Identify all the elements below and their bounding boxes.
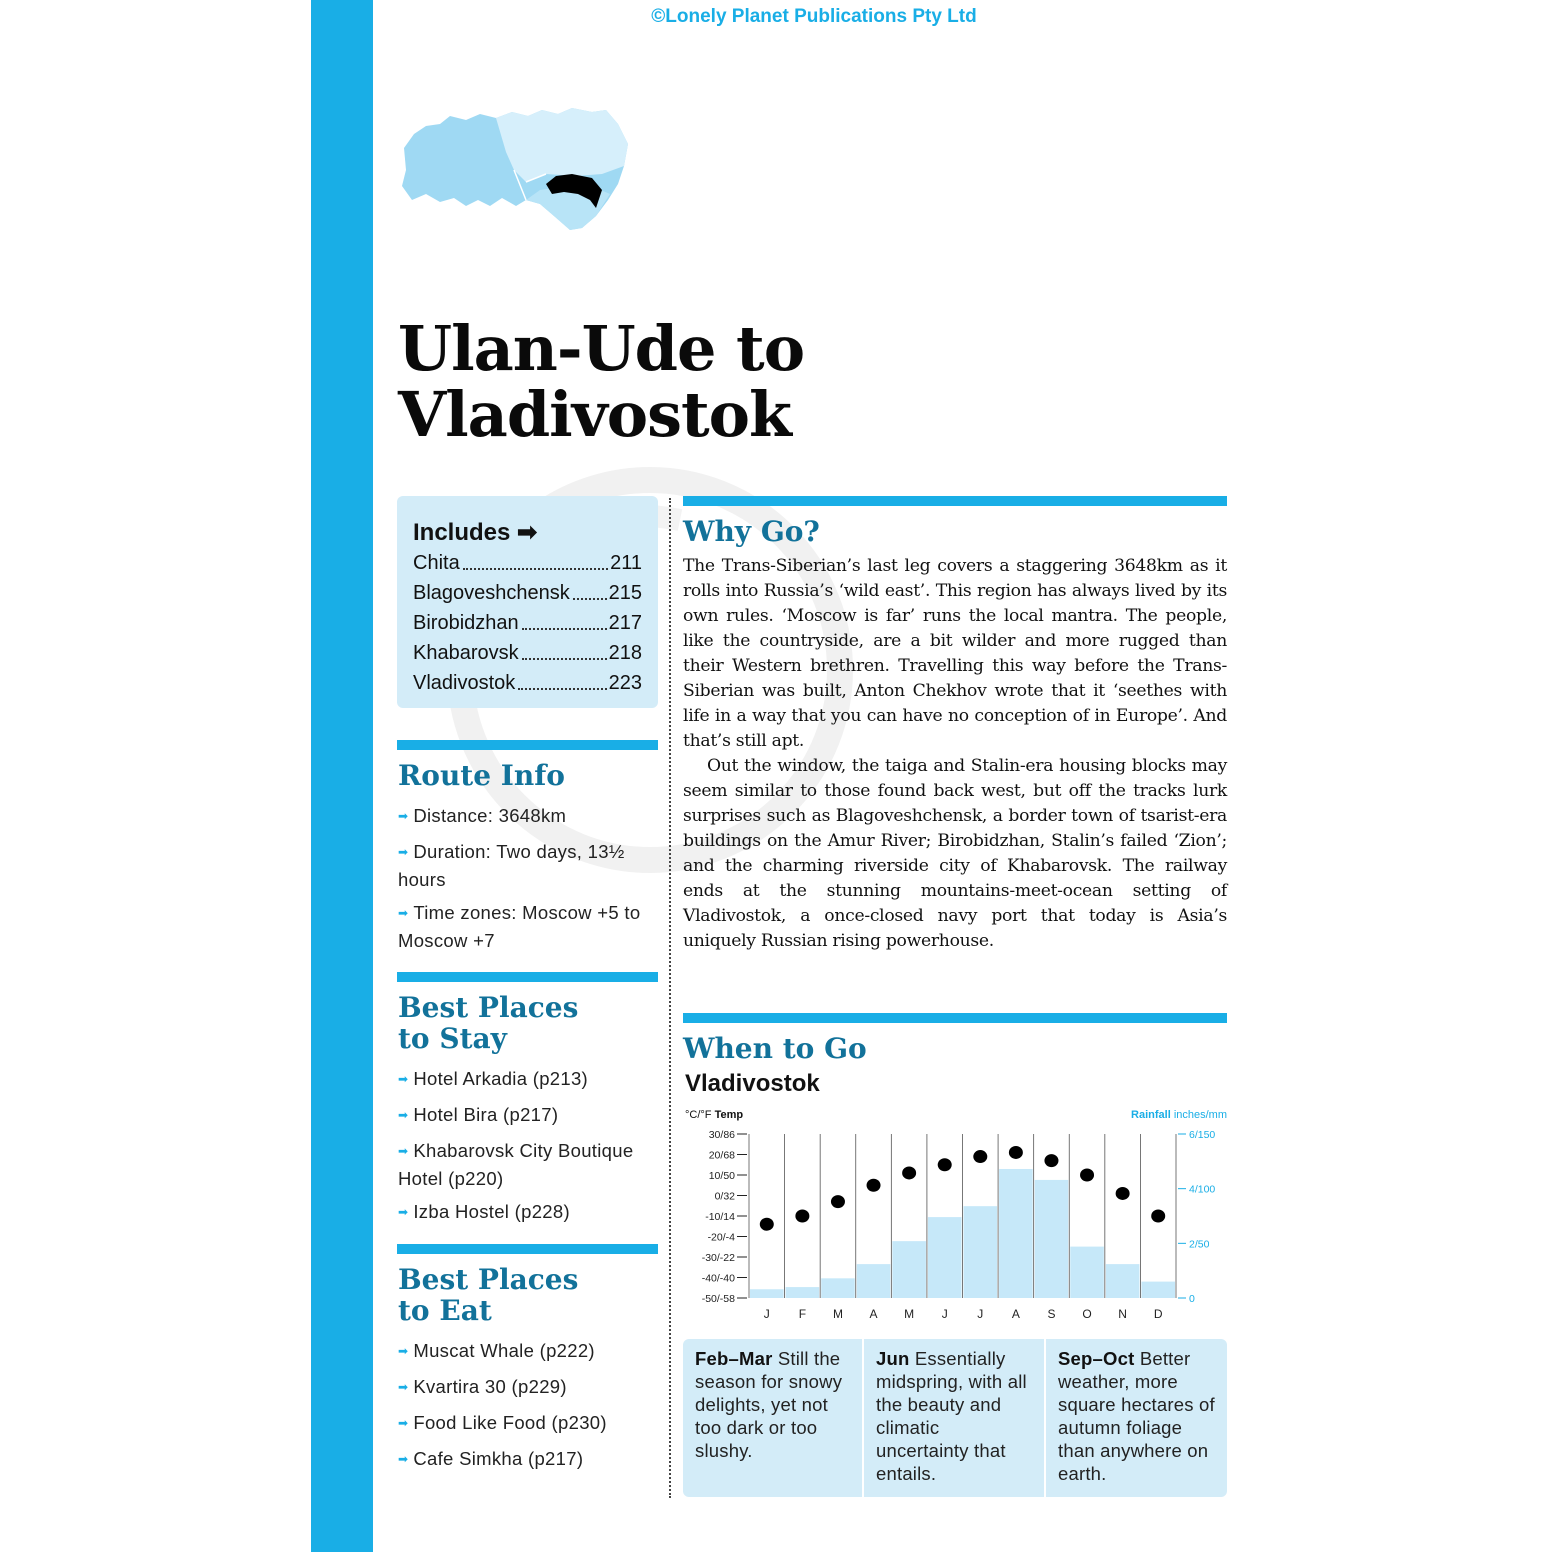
temp-point [760, 1218, 774, 1231]
leader-dots [573, 578, 607, 600]
list-item [398, 803, 660, 831]
list-item-text: Distance: 3648km [413, 805, 567, 826]
why-go-paragraph: Out the window, the taiga and Stalin-era housing blocks may seem similar to those found back west, but off the tracks lurk surprises such as Blagoveshchensk, a border town of tsarist-era buildings on the Amur River; Birobidzhan, Stalin’s failed ‘Zion’; and the charming riverside city of Khabarovsk. The railway ends at the stunning mountains-meet-ocean setting of Vladivostok, a once-closed navy port that today is Asia’s uniquely Russian rising powerhouse. [683, 756, 1227, 951]
arrow-icon: ➡ [398, 1205, 409, 1219]
rain-tick-label: 0 [1189, 1293, 1195, 1305]
section-rule [683, 496, 1227, 506]
month-label: A [1011, 1307, 1020, 1321]
temp-tick-label: -40/-40 [701, 1272, 735, 1285]
temp-point [1116, 1187, 1130, 1200]
list-item[interactable] [398, 1410, 660, 1438]
list-item [398, 900, 660, 953]
list-item-text: Hotel Bira (p217) [413, 1104, 559, 1125]
includes-item-page: 211 [610, 552, 642, 574]
arrow-icon: ➡ [398, 1452, 409, 1466]
includes-item-name: Chita [413, 552, 460, 574]
month-box-label: Sep–Oct [1058, 1348, 1135, 1369]
includes-heading: Includes ➡ [413, 519, 538, 546]
month-box-text: Better weather, more square hectares of autumn foliage than anywhere on earth. [1058, 1348, 1215, 1484]
rainfall-bar [857, 1264, 891, 1298]
temp-tick-label: -10/14 [705, 1211, 735, 1223]
chart-city-label: Vladivostok [685, 1070, 820, 1097]
rain-tick-label: 6/150 [1189, 1129, 1216, 1141]
arrow-icon: ➡ [398, 1108, 409, 1122]
temp-tick-label: -30/-22 [701, 1252, 735, 1264]
rainfall-axis-title: Rainfall inches/mm [1131, 1109, 1227, 1121]
temp-point [831, 1195, 845, 1208]
list-item[interactable] [398, 1102, 660, 1130]
month-label: J [941, 1307, 948, 1321]
month-label: D [1153, 1307, 1163, 1321]
page-title [398, 312, 918, 451]
rainfall-bar [1141, 1282, 1175, 1298]
includes-item-page: 223 [608, 672, 642, 694]
month-box-sep-oct [1046, 1339, 1227, 1497]
list-item-text: Kvartira 30 (p229) [413, 1376, 567, 1397]
list-item-text: Time zones: Moscow +5 to Moscow +7 [398, 902, 641, 951]
arrow-icon: ➡ [398, 1416, 409, 1430]
temp-point [973, 1150, 987, 1163]
month-label: M [904, 1307, 915, 1321]
russia-locator-map [396, 104, 632, 234]
rainfall-bar [928, 1217, 962, 1298]
includes-item[interactable] [413, 668, 642, 698]
list-item[interactable] [398, 1199, 660, 1227]
temp-point [1009, 1146, 1023, 1159]
temp-tick-label: -20/-4 [707, 1231, 735, 1244]
best-stay-list [398, 1066, 660, 1235]
includes-item-page: 217 [608, 612, 642, 634]
temp-point [938, 1158, 952, 1171]
route-info-list [398, 803, 660, 961]
best-eat-heading-line1: Best Places [398, 1263, 579, 1296]
includes-item[interactable] [413, 638, 642, 668]
rain-tick-label: 2/50 [1189, 1238, 1210, 1251]
list-item-text: Cafe Simkha (p217) [413, 1448, 584, 1469]
best-stay-heading [398, 992, 578, 1054]
month-box-feb-mar [683, 1339, 862, 1497]
arrow-icon: ➡ [398, 809, 409, 823]
temp-point [1151, 1210, 1165, 1223]
rainfall-bar [1106, 1264, 1140, 1298]
column-divider [669, 498, 671, 1498]
rain-tick-label: 4/100 [1189, 1183, 1216, 1196]
arrow-icon: ➡ [398, 845, 409, 859]
best-stay-heading-line1: Best Places [398, 991, 579, 1024]
list-item-text: Hotel Arkadia (p213) [413, 1068, 589, 1089]
list-item[interactable] [398, 1446, 660, 1474]
temp-tick-label: 10/50 [708, 1170, 735, 1182]
includes-item-name: Blagoveshchensk [413, 582, 570, 604]
when-to-go-heading: When to Go [683, 1032, 867, 1065]
includes-item-page: 218 [608, 642, 642, 664]
month-label: J [977, 1307, 984, 1321]
arrow-icon: ➡ [398, 1380, 409, 1394]
arrow-icon: ➡ [398, 1144, 409, 1158]
climate-chart [683, 1102, 1227, 1324]
leader-dots [518, 668, 606, 690]
month-box-text: Still the season for snowy delights, yet not too dark or too slushy. [695, 1348, 843, 1461]
temp-point [1044, 1154, 1058, 1167]
month-label: A [869, 1307, 878, 1321]
rainfall-bar [892, 1241, 926, 1298]
month-box-label: Feb–Mar [695, 1348, 773, 1369]
leader-dots [463, 548, 608, 570]
list-item-text: Izba Hostel (p228) [413, 1201, 570, 1222]
best-stay-heading-line2: to Stay [398, 1022, 507, 1055]
rainfall-bar [786, 1287, 820, 1298]
month-label: S [1047, 1307, 1056, 1321]
leader-dots [522, 608, 607, 630]
includes-item[interactable] [413, 578, 642, 608]
copyright-notice: ©Lonely Planet Publications Pty Ltd [651, 6, 977, 27]
best-eat-heading [398, 1264, 578, 1326]
why-go-paragraph: The Trans-Siberian’s last leg covers a staggering 3648km as it rolls into Russia’s ‘wild east’. This region has always lived by its own rules. ‘Moscow is far’ runs the local mantra. The people, like the countryside, are a bit wilder and more rugged than their Western brethren. Travelling this way before the Trans-Siberian was built, Anton Chekhov wrote that it ‘seethes with life in a way that you can have no conception of in Europe’. And that’s still apt. [683, 556, 1227, 751]
rainfall-bar [1035, 1180, 1069, 1298]
includes-item-name: Birobidzhan [413, 612, 519, 634]
includes-item[interactable] [413, 608, 642, 638]
list-item[interactable] [398, 1374, 660, 1402]
month-box-jun [864, 1339, 1044, 1497]
temp-tick-label: 0/32 [714, 1190, 735, 1203]
includes-item-name: Vladivostok [413, 672, 516, 694]
arrow-icon: ➡ [398, 1344, 409, 1358]
month-label: O [1082, 1307, 1092, 1321]
rainfall-bar [1070, 1247, 1104, 1298]
temp-point [795, 1210, 809, 1223]
month-box-text: Essentially midspring, with all the beauty and climatic uncertainty that entails. [876, 1348, 1027, 1484]
page-title-line2: Vladivostok [398, 378, 791, 451]
list-item-text: Khabarovsk City Boutique Hotel (p220) [398, 1140, 634, 1189]
includes-box [397, 496, 658, 708]
side-color-bar [311, 0, 373, 1552]
page-title-line1: Ulan-Ude to [398, 312, 805, 385]
month-label: M [832, 1307, 843, 1321]
list-item[interactable] [398, 1066, 660, 1094]
temp-tick-label: -50/-58 [701, 1293, 735, 1305]
month-box-label: Jun [876, 1348, 910, 1369]
includes-item[interactable] [413, 548, 642, 578]
rainfall-bar [750, 1289, 784, 1298]
month-label: F [798, 1307, 807, 1321]
why-go-heading: Why Go? [683, 515, 820, 548]
list-item-text: Food Like Food (p230) [413, 1412, 607, 1433]
temp-point [1080, 1169, 1094, 1182]
rainfall-bar [964, 1206, 998, 1298]
section-rule [397, 740, 658, 750]
section-rule [397, 972, 658, 982]
list-item-text: Muscat Whale (p222) [413, 1340, 595, 1361]
why-go-body [683, 554, 1227, 954]
rainfall-bar [821, 1278, 855, 1298]
rainfall-bar [999, 1169, 1033, 1298]
list-item [398, 839, 660, 892]
temp-point [902, 1166, 916, 1179]
month-label: N [1118, 1307, 1127, 1321]
arrow-icon: ➡ [398, 906, 409, 920]
section-rule [397, 1244, 658, 1254]
best-eat-list [398, 1338, 660, 1482]
section-rule [683, 1013, 1227, 1023]
temp-tick-label: 20/68 [708, 1149, 735, 1162]
includes-item-page: 215 [608, 582, 642, 604]
includes-item-name: Khabarovsk [413, 642, 519, 664]
temp-axis-title: °C/°F Temp [685, 1109, 744, 1121]
route-info-heading: Route Info [398, 759, 565, 792]
temp-point [867, 1179, 881, 1192]
list-item[interactable] [398, 1138, 660, 1191]
best-eat-heading-line2: to Eat [398, 1294, 492, 1327]
month-label: J [763, 1307, 770, 1321]
temp-tick-label: 30/86 [708, 1129, 735, 1141]
leader-dots [522, 638, 607, 660]
arrow-icon: ➡ [398, 1072, 409, 1086]
list-item-text: Duration: Two days, 13½ hours [398, 841, 625, 890]
list-item[interactable] [398, 1338, 660, 1366]
